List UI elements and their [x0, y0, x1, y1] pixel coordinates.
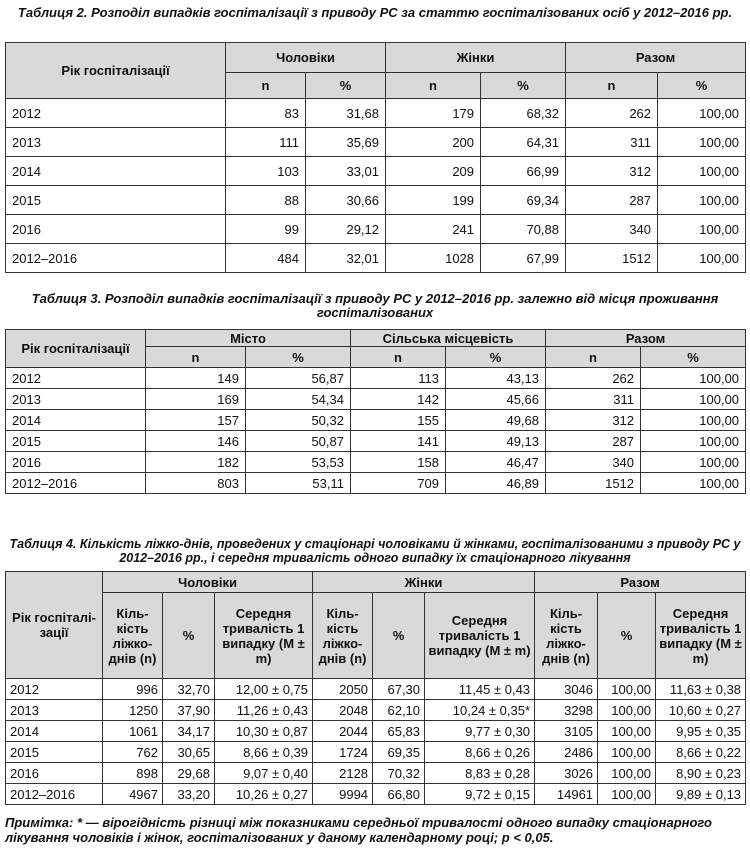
value-cell: 100,00 [658, 157, 746, 186]
value-cell: 1724 [313, 742, 373, 763]
value-cell: 53,53 [246, 452, 351, 473]
value-cell: 340 [546, 452, 641, 473]
value-cell: 311 [546, 389, 641, 410]
value-cell: 100,00 [658, 128, 746, 157]
value-cell: 311 [566, 128, 658, 157]
value-cell: 66,80 [373, 784, 425, 805]
value-cell: 100,00 [641, 410, 746, 431]
value-cell: 2048 [313, 700, 373, 721]
value-cell: 149 [146, 368, 246, 389]
value-cell: 113 [351, 368, 446, 389]
value-cell: 111 [226, 128, 306, 157]
value-cell: 287 [566, 186, 658, 215]
value-cell: 179 [386, 99, 481, 128]
value-cell: 100,00 [598, 784, 656, 805]
value-cell: 12,00 ± 0,75 [215, 679, 313, 700]
value-cell: 100,00 [658, 244, 746, 273]
value-cell: 100,00 [641, 473, 746, 494]
value-cell: 3026 [535, 763, 598, 784]
group-header: Місто [146, 330, 351, 347]
table2-body [6, 99, 746, 273]
value-cell: 100,00 [658, 99, 746, 128]
value-cell: 9,95 ± 0,35 [656, 721, 746, 742]
value-cell: 1028 [386, 244, 481, 273]
value-cell: 56,87 [246, 368, 351, 389]
table4 [5, 571, 746, 805]
value-cell: 100,00 [658, 215, 746, 244]
year-cell: 2012–2016 [6, 784, 103, 805]
table-row [6, 700, 746, 721]
value-cell: 241 [386, 215, 481, 244]
sub-header: % [598, 593, 656, 679]
value-cell: 37,90 [163, 700, 215, 721]
value-cell: 9,89 ± 0,13 [656, 784, 746, 805]
value-cell: 1512 [566, 244, 658, 273]
value-cell: 88 [226, 186, 306, 215]
value-cell: 312 [566, 157, 658, 186]
value-cell: 10,24 ± 0,35* [425, 700, 535, 721]
value-cell: 8,90 ± 0,23 [656, 763, 746, 784]
value-cell: 157 [146, 410, 246, 431]
sub-header: % [658, 73, 746, 99]
value-cell: 67,99 [481, 244, 566, 273]
table-row [6, 473, 746, 494]
table2-caption: Таблиця 2. Розподіл випадків госпіталізації з приводу РС за статтю госпіталізованих осіб у 2012–2016 рр. [17, 5, 733, 20]
value-cell: 158 [351, 452, 446, 473]
table-row [6, 410, 746, 431]
value-cell: 50,87 [246, 431, 351, 452]
table-row [6, 157, 746, 186]
value-cell: 69,35 [373, 742, 425, 763]
value-cell: 103 [226, 157, 306, 186]
value-cell: 3105 [535, 721, 598, 742]
value-cell: 2044 [313, 721, 373, 742]
value-cell: 50,32 [246, 410, 351, 431]
value-cell: 141 [351, 431, 446, 452]
year-cell: 2015 [6, 186, 226, 215]
year-cell: 2016 [6, 215, 226, 244]
value-cell: 3046 [535, 679, 598, 700]
year-header: Рік госпіталізації [6, 330, 146, 368]
year-cell: 2012 [6, 368, 146, 389]
value-cell: 35,69 [306, 128, 386, 157]
value-cell: 100,00 [598, 742, 656, 763]
value-cell: 484 [226, 244, 306, 273]
value-cell: 3298 [535, 700, 598, 721]
value-cell: 9,07 ± 0,40 [215, 763, 313, 784]
year-cell: 2012 [6, 679, 103, 700]
value-cell: 100,00 [641, 389, 746, 410]
value-cell: 2486 [535, 742, 598, 763]
value-cell: 46,47 [446, 452, 546, 473]
value-cell: 70,88 [481, 215, 566, 244]
value-cell: 200 [386, 128, 481, 157]
table-row [6, 389, 746, 410]
table-row [6, 763, 746, 784]
value-cell: 10,26 ± 0,27 [215, 784, 313, 805]
value-cell: 62,10 [373, 700, 425, 721]
value-cell: 9994 [313, 784, 373, 805]
value-cell: 68,32 [481, 99, 566, 128]
value-cell: 199 [386, 186, 481, 215]
value-cell: 4967 [103, 784, 163, 805]
sub-header: Кількість ліжко-днів (n) [535, 593, 598, 679]
table-row [6, 721, 746, 742]
value-cell: 32,01 [306, 244, 386, 273]
year-cell: 2015 [6, 431, 146, 452]
group-header: Чоловіки [103, 572, 313, 593]
sub-header: % [163, 593, 215, 679]
year-cell: 2014 [6, 157, 226, 186]
value-cell: 8,66 ± 0,26 [425, 742, 535, 763]
value-cell: 83 [226, 99, 306, 128]
sub-header: n [546, 347, 641, 368]
value-cell: 30,66 [306, 186, 386, 215]
year-cell: 2016 [6, 452, 146, 473]
table-row [6, 679, 746, 700]
group-header: Разом [535, 572, 746, 593]
value-cell: 9,77 ± 0,30 [425, 721, 535, 742]
sub-header: % [481, 73, 566, 99]
table-row [6, 244, 746, 273]
sub-header: Кількість ліжко-днів (n) [103, 593, 163, 679]
sub-header: n [386, 73, 481, 99]
group-header: Разом [566, 43, 746, 73]
value-cell: 29,68 [163, 763, 215, 784]
value-cell: 2128 [313, 763, 373, 784]
value-cell: 69,34 [481, 186, 566, 215]
value-cell: 99 [226, 215, 306, 244]
table-row [6, 128, 746, 157]
value-cell: 312 [546, 410, 641, 431]
value-cell: 803 [146, 473, 246, 494]
table3 [5, 329, 746, 494]
value-cell: 70,32 [373, 763, 425, 784]
year-cell: 2012–2016 [6, 244, 226, 273]
value-cell: 43,13 [446, 368, 546, 389]
year-cell: 2016 [6, 763, 103, 784]
table-row [6, 99, 746, 128]
value-cell: 2050 [313, 679, 373, 700]
year-cell: 2012–2016 [6, 473, 146, 494]
value-cell: 262 [566, 99, 658, 128]
table4-caption: Таблиця 4. Кількість ліжко-днів, проведених у стаціонарі чоловіками й жінками, госпіталізованими з приводу РС у 2012–2016 рр., і середня тривалість одного випадку їх стаціонарного лікування [9, 537, 741, 565]
sub-header: n [566, 73, 658, 99]
sub-header: Середня тривалість 1 випадку (M ± m) [215, 593, 313, 679]
table4-note: Примітка: * — вірогідність різниці між показниками середньої тривалості одного випадку стаціонарного лікування чоловіків і жінок, госпіталізованих у даному календарному році; p < 0,05. [5, 815, 712, 845]
group-header: Жінки [313, 572, 535, 593]
sub-header: n [226, 73, 306, 99]
table-row [6, 452, 746, 473]
value-cell: 31,68 [306, 99, 386, 128]
value-cell: 100,00 [658, 186, 746, 215]
value-cell: 11,63 ± 0,38 [656, 679, 746, 700]
table-row [6, 784, 746, 805]
value-cell: 11,45 ± 0,43 [425, 679, 535, 700]
value-cell: 262 [546, 368, 641, 389]
value-cell: 209 [386, 157, 481, 186]
year-cell: 2013 [6, 700, 103, 721]
value-cell: 1061 [103, 721, 163, 742]
value-cell: 14961 [535, 784, 598, 805]
value-cell: 142 [351, 389, 446, 410]
table-row [6, 742, 746, 763]
table-row [6, 368, 746, 389]
sub-header: Середня тривалість 1 випадку (M ± m) [656, 593, 746, 679]
value-cell: 100,00 [641, 452, 746, 473]
value-cell: 340 [566, 215, 658, 244]
value-cell: 287 [546, 431, 641, 452]
group-header: Разом [546, 330, 746, 347]
group-header: Сільська місцевість [351, 330, 546, 347]
value-cell: 1512 [546, 473, 641, 494]
value-cell: 45,66 [446, 389, 546, 410]
value-cell: 155 [351, 410, 446, 431]
value-cell: 762 [103, 742, 163, 763]
value-cell: 100,00 [598, 700, 656, 721]
value-cell: 10,30 ± 0,87 [215, 721, 313, 742]
value-cell: 46,89 [446, 473, 546, 494]
value-cell: 66,99 [481, 157, 566, 186]
value-cell: 34,17 [163, 721, 215, 742]
sub-header: % [246, 347, 351, 368]
value-cell: 9,72 ± 0,15 [425, 784, 535, 805]
value-cell: 30,65 [163, 742, 215, 763]
value-cell: 8,66 ± 0,39 [215, 742, 313, 763]
value-cell: 169 [146, 389, 246, 410]
sub-header: % [373, 593, 425, 679]
value-cell: 54,34 [246, 389, 351, 410]
sub-header: n [146, 347, 246, 368]
value-cell: 67,30 [373, 679, 425, 700]
year-cell: 2013 [6, 128, 226, 157]
value-cell: 33,20 [163, 784, 215, 805]
table3-caption: Таблиця 3. Розподіл випадків госпіталізації з приводу РС у 2012–2016 рр. залежно від місця проживання госпіталізованих [31, 291, 719, 320]
sub-header: % [641, 347, 746, 368]
value-cell: 32,70 [163, 679, 215, 700]
table-row [6, 186, 746, 215]
value-cell: 29,12 [306, 215, 386, 244]
value-cell: 100,00 [598, 763, 656, 784]
value-cell: 100,00 [641, 368, 746, 389]
value-cell: 65,83 [373, 721, 425, 742]
value-cell: 11,26 ± 0,43 [215, 700, 313, 721]
year-cell: 2015 [6, 742, 103, 763]
year-cell: 2012 [6, 99, 226, 128]
group-header: Чоловіки [226, 43, 386, 73]
value-cell: 33,01 [306, 157, 386, 186]
sub-header: % [446, 347, 546, 368]
value-cell: 182 [146, 452, 246, 473]
value-cell: 49,13 [446, 431, 546, 452]
table4-body [6, 679, 746, 805]
year-cell: 2014 [6, 410, 146, 431]
year-header: Рік госпіталізації [6, 43, 226, 99]
sub-header: % [306, 73, 386, 99]
value-cell: 100,00 [598, 721, 656, 742]
value-cell: 64,31 [481, 128, 566, 157]
value-cell: 8,83 ± 0,28 [425, 763, 535, 784]
group-header: Жінки [386, 43, 566, 73]
sub-header: n [351, 347, 446, 368]
value-cell: 146 [146, 431, 246, 452]
table2 [5, 42, 746, 273]
sub-header: Кількість ліжко-днів (n) [313, 593, 373, 679]
table3-body [6, 368, 746, 494]
value-cell: 898 [103, 763, 163, 784]
year-cell: 2014 [6, 721, 103, 742]
value-cell: 53,11 [246, 473, 351, 494]
value-cell: 49,68 [446, 410, 546, 431]
value-cell: 996 [103, 679, 163, 700]
table-row [6, 215, 746, 244]
value-cell: 100,00 [598, 679, 656, 700]
value-cell: 1250 [103, 700, 163, 721]
table-row [6, 431, 746, 452]
year-cell: 2013 [6, 389, 146, 410]
sub-header: Середня тривалість 1 випадку (M ± m) [425, 593, 535, 679]
value-cell: 100,00 [641, 431, 746, 452]
value-cell: 8,66 ± 0,22 [656, 742, 746, 763]
year-header: Рік госпіталізації [6, 572, 103, 679]
value-cell: 709 [351, 473, 446, 494]
value-cell: 10,60 ± 0,27 [656, 700, 746, 721]
